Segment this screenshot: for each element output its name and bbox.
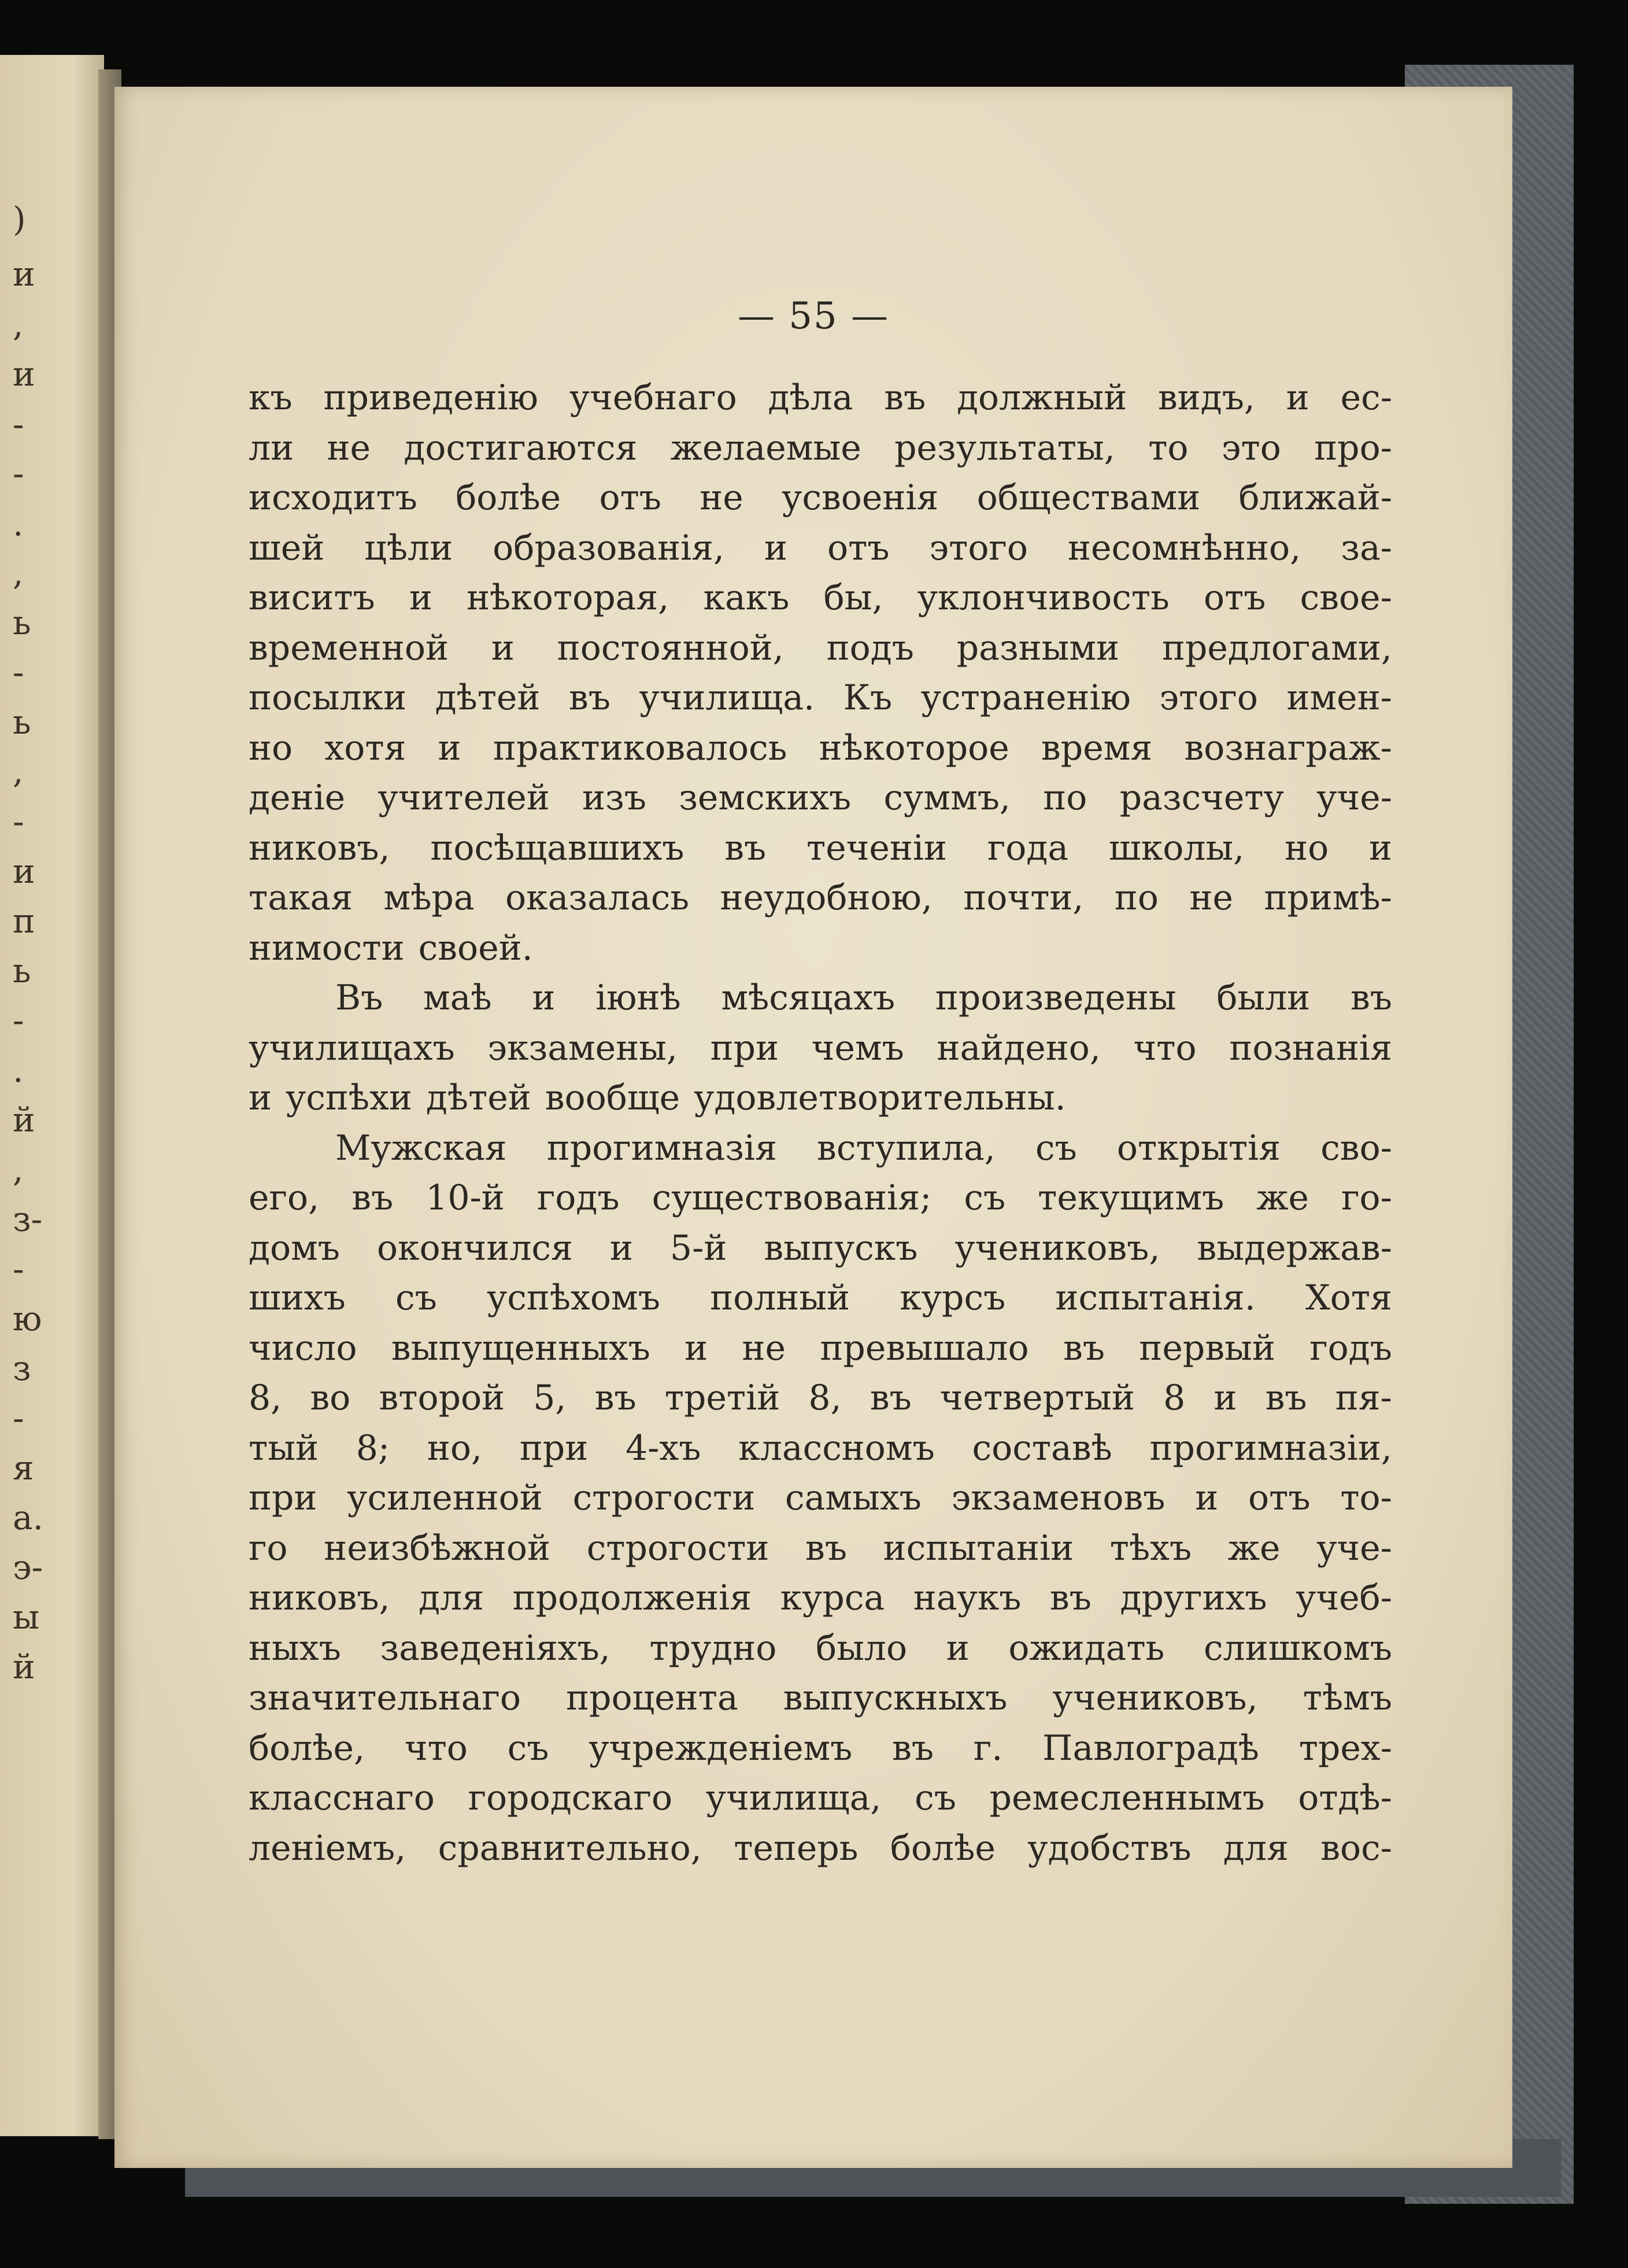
word: сво- [1320,1127,1392,1168]
word: для [1223,1827,1289,1869]
word: Въ [335,978,383,1018]
left-page-fragment: з [13,1349,31,1388]
left-page-fragment: п [13,901,35,941]
left-page-fragment: - [13,1398,24,1438]
left-page-fragment: ь [13,603,31,642]
text-line [249,1023,1392,1074]
word: вос- [1320,1827,1392,1869]
left-page-fragment: , [13,305,24,344]
word: 8, [249,1378,282,1418]
word: и [684,1327,708,1368]
text-line [249,1423,1392,1474]
word: училища, [705,1778,882,1818]
word: но [1285,827,1329,868]
word: строгости [572,1478,756,1518]
word: никовъ, [249,1578,390,1618]
text-line [249,1723,1392,1774]
left-page-fragment: ь [13,702,31,742]
word: школы, [1108,827,1245,868]
word: но [249,727,293,768]
word: за- [1341,527,1392,568]
text-line [249,1173,1392,1223]
word: существованія; [652,1178,932,1218]
word: учителей [378,778,550,818]
word: въ [884,378,926,418]
word: Мужская [335,1127,507,1168]
word: посылки [249,678,407,718]
word: къ [249,378,293,418]
word: неизбѣжной [324,1527,551,1568]
word: класснаго [249,1778,435,1818]
word: вступила, [817,1127,996,1168]
word: желаемые [670,427,861,468]
word: усвоенія [782,478,939,518]
word: 4-хъ [625,1427,701,1468]
text-line [249,723,1392,774]
word: въ [724,827,767,868]
word: 10-й [426,1178,505,1218]
word: въ [1050,1578,1092,1618]
left-page-fragment: , [13,553,24,593]
word: и [1286,378,1309,418]
word: сравнительно, [438,1827,702,1869]
word: разсчету [1119,778,1284,818]
word: мѣра [383,878,475,918]
word: уклончивость [917,578,1170,618]
word: неудобною, [720,878,933,918]
word: нѣкоторое [819,727,1009,768]
body-text [249,373,1392,1873]
word: время [1041,727,1153,768]
word: 8, [808,1378,842,1418]
word: и [249,1078,272,1118]
word: это [1221,427,1281,468]
word: своей. [418,927,533,968]
word: при [249,1478,317,1518]
left-page-fragment: з- [13,1200,43,1239]
word: почти, [963,878,1084,918]
word: ожидать [1008,1627,1165,1668]
word: выпущенныхъ [391,1327,650,1368]
word: го- [1341,1178,1392,1218]
text-line [249,1123,1392,1174]
word: прогимназія [546,1127,777,1168]
word: наукъ [913,1578,1022,1618]
left-page-fragment: . [13,1050,24,1090]
word: деніе [249,778,346,818]
word: учебнаго [569,378,737,418]
word: болѣе, [249,1727,365,1768]
word: экзаменовъ [951,1478,1166,1518]
word: хотя [324,727,406,768]
left-page-fragment: , [13,752,24,791]
word: бы, [823,578,883,618]
text-line [249,773,1392,823]
word: удобствъ [1027,1827,1192,1869]
word: нимости [249,927,405,968]
word: отъ [599,478,661,518]
text-line [249,1323,1392,1374]
word: съ [915,1778,956,1818]
word: учеб- [1296,1578,1392,1618]
word: дѣтей [426,1078,531,1118]
word: не [327,427,371,468]
word: усиленной [347,1478,543,1518]
word: результаты, [894,427,1115,468]
word: шихъ [249,1278,346,1318]
page-number: — 55 — [737,295,890,338]
left-page-edge [0,55,104,2136]
word: но, [427,1427,483,1468]
word: уче- [1316,1527,1392,1568]
word: подъ [826,627,914,668]
word: успѣхи [286,1078,412,1118]
word: прогимназіи, [1149,1427,1392,1468]
left-page-fragment: . [13,504,24,543]
left-page-fragment: , [13,1150,24,1189]
word: дѣла [768,378,853,418]
word: и [1213,1378,1237,1418]
text-line [249,423,1392,473]
word: этого [1159,678,1258,718]
word: значительнаго [249,1678,521,1718]
word: іюнѣ [595,978,681,1018]
left-page-fragment: - [13,405,24,444]
left-page-fragment: - [13,1249,24,1289]
word: не [742,1327,786,1368]
text-line [249,823,1392,874]
word: самыхъ [785,1478,922,1518]
word: и [946,1627,970,1668]
word: четвертый [939,1378,1135,1418]
word: съ [507,1727,549,1768]
word: училища. [639,678,815,718]
text-line [249,1373,1392,1423]
word: г. [973,1727,1003,1768]
left-page-fragment: ) [13,199,26,239]
text-line [249,873,1392,923]
word: слишкомъ [1203,1627,1392,1668]
word: для [419,1578,484,1618]
word: леніемъ, [249,1827,406,1869]
word: го [249,1527,288,1568]
word: отъ [1203,578,1266,618]
word: его, [249,1178,320,1218]
word: учрежденіемъ [589,1727,853,1768]
word: классномъ [738,1427,935,1468]
word: въ [870,1378,912,1418]
word: годъ [1309,1327,1392,1368]
word: приведенію [323,378,539,418]
text-line [249,1573,1392,1623]
word: ремесленнымъ [989,1778,1265,1818]
text-line [249,1673,1392,1723]
word: нѣкоторая, [467,578,669,618]
left-page-fragment: - [13,802,24,841]
word: было [816,1627,908,1668]
text-line [249,373,1392,423]
word: другихъ [1120,1578,1267,1618]
word: 5, [533,1378,567,1418]
word: тый [249,1427,319,1468]
word: съ [1035,1127,1077,1168]
word: училищахъ [249,1027,455,1068]
text-line [249,673,1392,723]
word: достигаются [404,427,638,468]
word: изъ [582,778,646,818]
word: постоянной, [557,627,784,668]
word: ближай- [1238,478,1392,518]
word: и [491,627,515,668]
text-line [249,1773,1392,1823]
text-line [249,473,1392,523]
word: строгости [586,1527,769,1568]
word: открытія [1116,1127,1281,1168]
word: 8 [1163,1378,1186,1418]
word: познанія [1229,1027,1392,1068]
left-page-fragment: ь [13,951,31,990]
word: отъ [827,527,890,568]
word: успѣхомъ [486,1278,660,1318]
word: ныхъ [249,1627,341,1668]
word: 5-й [669,1227,727,1268]
word: предлогами, [1161,627,1392,668]
word: учениковъ, [1052,1678,1258,1718]
word: по [1043,778,1087,818]
word: въ [1265,1378,1307,1418]
left-page-fragment: э- [13,1548,43,1587]
word: во [310,1378,351,1418]
word: такая [249,878,353,918]
word: превышало [820,1327,1029,1368]
word: шей [249,527,325,568]
word: видъ, [1158,378,1255,418]
word: полный [710,1278,850,1318]
word: выпускъ [764,1227,918,1268]
word: составѣ [972,1427,1112,1468]
word: заведеніяхъ, [380,1627,610,1668]
word: при [710,1027,779,1068]
text-line [249,973,1392,1023]
word: первый [1139,1327,1275,1368]
word: земскихъ [679,778,852,818]
word: тѣхъ [1109,1527,1192,1568]
word: ес- [1340,378,1392,418]
word: 8; [356,1427,390,1468]
text-line [249,923,1392,974]
word: трех- [1298,1727,1392,1768]
word: въ [352,1178,394,1218]
word: должный [957,378,1127,418]
word: курса [780,1578,885,1618]
word: года [987,827,1069,868]
word: суммъ, [883,778,1011,818]
word: и [1195,1478,1219,1518]
word: окончился [376,1227,573,1268]
word: экзамены, [487,1027,678,1068]
word: выдержав- [1197,1227,1392,1268]
word: трудно [649,1627,777,1668]
word: не [700,478,743,518]
word: никовъ, [249,827,390,868]
word: число [249,1327,357,1368]
left-page-fragment: и [13,354,35,394]
left-page-fragment: - [13,1001,24,1040]
word: удовлетворительны. [694,1078,1066,1118]
word: отъ [1248,1478,1311,1518]
word: Хотя [1305,1278,1392,1318]
word: устраненію [920,678,1131,718]
left-page-fragment: а. [13,1498,44,1537]
word: процента [566,1678,738,1718]
text-line [249,1273,1392,1323]
word: мѣсяцахъ [721,978,896,1018]
text-line [249,1223,1392,1274]
word: продолженія [512,1578,752,1618]
left-page-fragment: ы [13,1597,40,1637]
word: что [1133,1027,1197,1068]
word: разными [956,627,1120,668]
word: что [404,1727,468,1768]
word: тѣмъ [1303,1678,1392,1718]
text-line [249,1473,1392,1523]
word: курсъ [900,1278,1006,1318]
word: Павлоградѣ [1042,1727,1259,1768]
word: второй [379,1378,505,1418]
word: то [1148,427,1189,468]
word: и [609,1227,633,1268]
text-line [249,623,1392,674]
word: произведены [935,978,1176,1018]
word: пя- [1335,1378,1392,1418]
word: свое- [1300,578,1392,618]
word: имен- [1286,678,1392,718]
word: временной [249,627,449,668]
text-line [249,1823,1392,1874]
word: болѣе [890,1827,996,1869]
word: несомнѣнно, [1067,527,1301,568]
word: годъ [536,1178,620,1218]
word: болѣе [456,478,561,518]
word: же [1227,1527,1281,1568]
word: были [1216,978,1311,1018]
text-line [249,573,1392,623]
word: же [1256,1178,1309,1218]
word: текущимъ [1038,1178,1224,1218]
left-page-fragment: и [13,852,35,891]
word: цѣли [364,527,453,568]
word: оказалась [505,878,690,918]
word: испытанія. [1055,1278,1256,1318]
word: про- [1314,427,1392,468]
word: вознаграж- [1184,727,1392,768]
word: примѣ- [1264,878,1392,918]
word: при [519,1427,589,1468]
left-page-fragment: й [13,1647,35,1686]
word: найдено, [937,1027,1101,1068]
word: и [532,978,556,1018]
word: дѣтей [435,678,541,718]
word: виситъ [249,578,375,618]
word: учениковъ, [954,1227,1160,1268]
book-page [114,87,1512,2168]
word: образованія, [493,527,725,568]
word: и [764,527,788,568]
text-line [249,1523,1392,1574]
word: какъ [703,578,790,618]
word: теперь [734,1827,859,1869]
word: и [438,727,461,768]
word: въ [1350,978,1392,1018]
word: съ [395,1278,437,1318]
left-page-fragment: й [13,1100,35,1139]
word: въ [892,1727,934,1768]
word: практиковалось [493,727,787,768]
word: вообще [545,1078,680,1118]
word: исходитъ [249,478,417,518]
word: въ [594,1378,637,1418]
word: городскаго [468,1778,673,1818]
word: третій [664,1378,780,1418]
word: испытаніи [883,1527,1074,1568]
word: не [1189,878,1233,918]
word: Къ [843,678,893,718]
word: въ [1063,1327,1105,1368]
word: ли [249,427,294,468]
left-page-fragment: я [13,1448,34,1488]
word: обществами [976,478,1201,518]
word: домъ [249,1227,340,1268]
word: чемъ [811,1027,904,1068]
word: съ [964,1178,1006,1218]
word: то- [1340,1478,1392,1518]
word: и [409,578,432,618]
left-page-fragment: - [13,653,24,692]
word: посѣщавшихъ [430,827,684,868]
word: по [1114,878,1159,918]
word: въ [805,1527,847,1568]
word: выпускныхъ [783,1678,1008,1718]
text-line [249,1623,1392,1674]
word: теченіи [806,827,948,868]
left-page-fragment: и [13,254,35,294]
left-page-fragment: ю [13,1299,42,1338]
word: въ [568,678,610,718]
word: этого [929,527,1028,568]
word: и [1369,827,1392,868]
left-page-fragment: - [13,454,24,493]
text-line [249,523,1392,574]
text-line [249,1073,1392,1123]
word: маѣ [423,978,492,1018]
word: отдѣ- [1298,1778,1392,1818]
word: уче- [1316,778,1392,818]
